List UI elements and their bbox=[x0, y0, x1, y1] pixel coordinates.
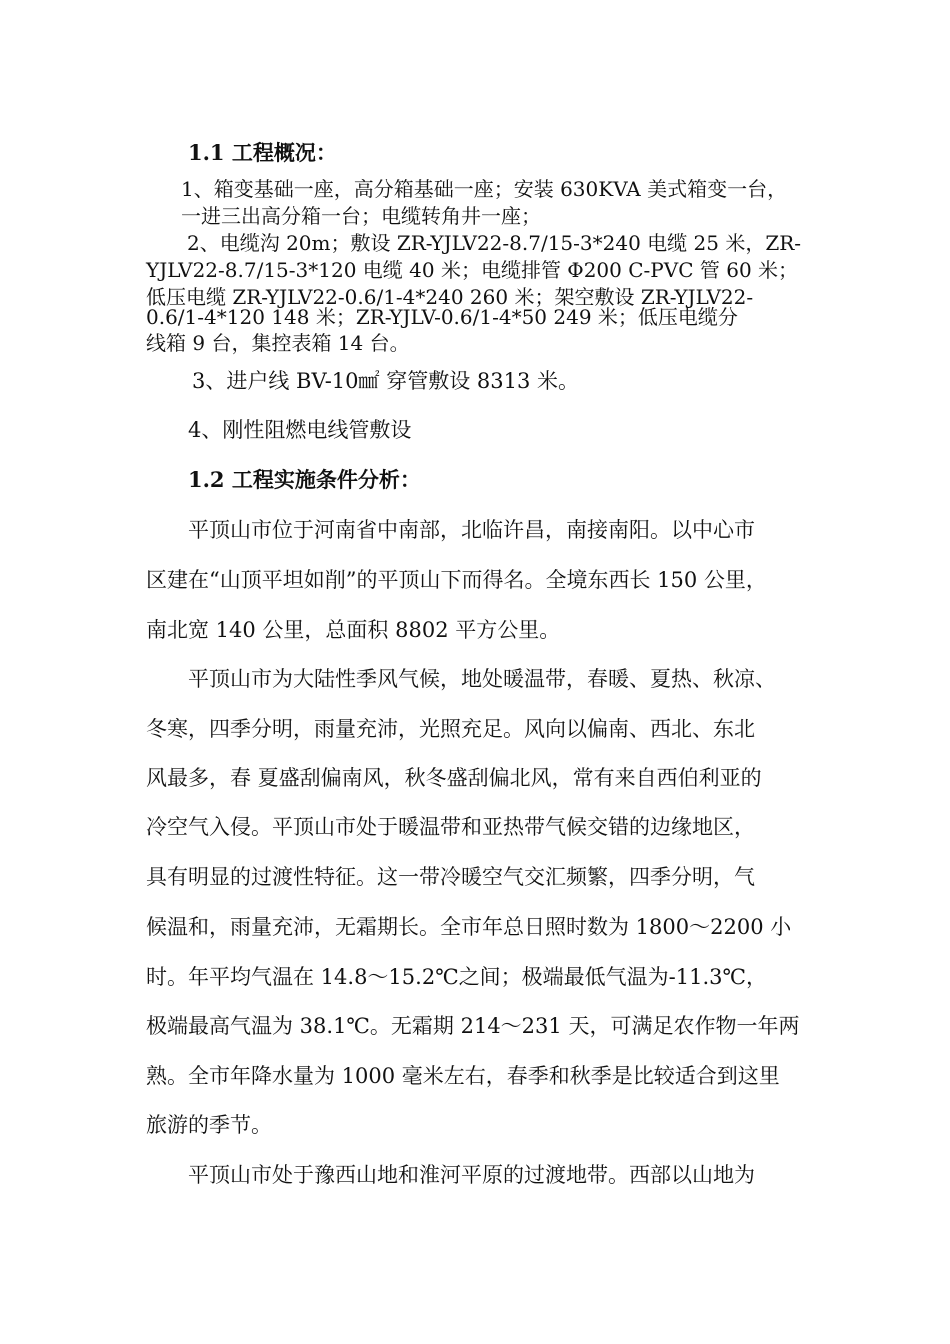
item-2-line-1: 2、电缆沟 20m；敷设 ZR-YJLV22-8.7/15-3*240 电缆 25 米，ZR- bbox=[187, 231, 802, 255]
para-2-line-4: 冷空气入侵。平顶山市处于暖温带和亚热带气候交错的边缘地区， bbox=[146, 815, 755, 839]
para-3-line-1: 平顶山市处于豫西山地和淮河平原的过渡地带。西部以山地为 bbox=[188, 1163, 755, 1187]
para-2-line-7: 时。年平均气温在 14.8～15.2℃之间；极端最低气温为-11.3℃， bbox=[146, 965, 768, 989]
section-heading-1-1: 1.1 工程概况： bbox=[188, 140, 337, 165]
item-2-line-3: 低压电缆 ZR-YJLV22-0.6/1-4*240 260 米；架空敷设 ZR-YJLV22- bbox=[146, 285, 754, 309]
para-1-line-1: 平顶山市位于河南省中南部，北临许昌，南接南阳。以中心市 bbox=[188, 518, 755, 542]
para-1-line-2: 区建在“山顶平坦如削”的平顶山下而得名。全境东西长 150 公里， bbox=[146, 568, 767, 592]
para-2-line-9: 熟。全市年降水量为 1000 毫米左右，春季和秋季是比较适合到这里 bbox=[146, 1064, 780, 1088]
para-2-line-6: 候温和，雨量充沛，无霜期长。全市年总日照时数为 1800～2200 小 bbox=[146, 915, 792, 939]
item-2-line-5: 线箱 9 台，集控表箱 14 台。 bbox=[146, 331, 410, 355]
item-3: 3、进户线 BV-10㎟ 穿管敷设 8313 米。 bbox=[192, 369, 579, 393]
item-2-line-4: 0.6/1-4*120 148 米；ZR-YJLV-0.6/1-4*50 249 米；低压电缆分 bbox=[146, 305, 738, 329]
para-2-line-2: 冬寒，四季分明，雨量充沛，光照充足。风向以偏南、西北、东北 bbox=[146, 717, 755, 741]
item-1-line-2: 一进三出高分箱一台；电缆转角井一座； bbox=[181, 204, 541, 228]
section-heading-1-2: 1.2 工程实施条件分析： bbox=[188, 467, 421, 492]
item-4: 4、刚性阻燃电线管敷设 bbox=[188, 418, 412, 442]
para-2-line-1: 平顶山市为大陆性季风气候，地处暖温带，春暖、夏热、秋凉、 bbox=[188, 667, 776, 691]
item-1-line-1: 1、箱变基础一座，高分箱基础一座；安装 630KVA 美式箱变一台， bbox=[181, 177, 788, 201]
para-2-line-5: 具有明显的过渡性特征。这一带冷暖空气交汇频繁，四季分明，气 bbox=[146, 865, 755, 889]
para-2-line-10: 旅游的季节。 bbox=[146, 1113, 272, 1137]
para-2-line-3: 风最多，春 夏盛刮偏南风，秋冬盛刮偏北风，常有来自西伯利亚的 bbox=[146, 766, 762, 790]
para-2-line-8: 极端最高气温为 38.1℃。无霜期 214～231 天，可满足农作物一年两 bbox=[146, 1014, 800, 1038]
item-2-line-2: YJLV22-8.7/15-3*120 电缆 40 米；电缆排管 Φ200 C-PVC 管 60 米； bbox=[146, 258, 799, 282]
para-1-line-3: 南北宽 140 公里，总面积 8802 平方公里。 bbox=[146, 618, 561, 642]
